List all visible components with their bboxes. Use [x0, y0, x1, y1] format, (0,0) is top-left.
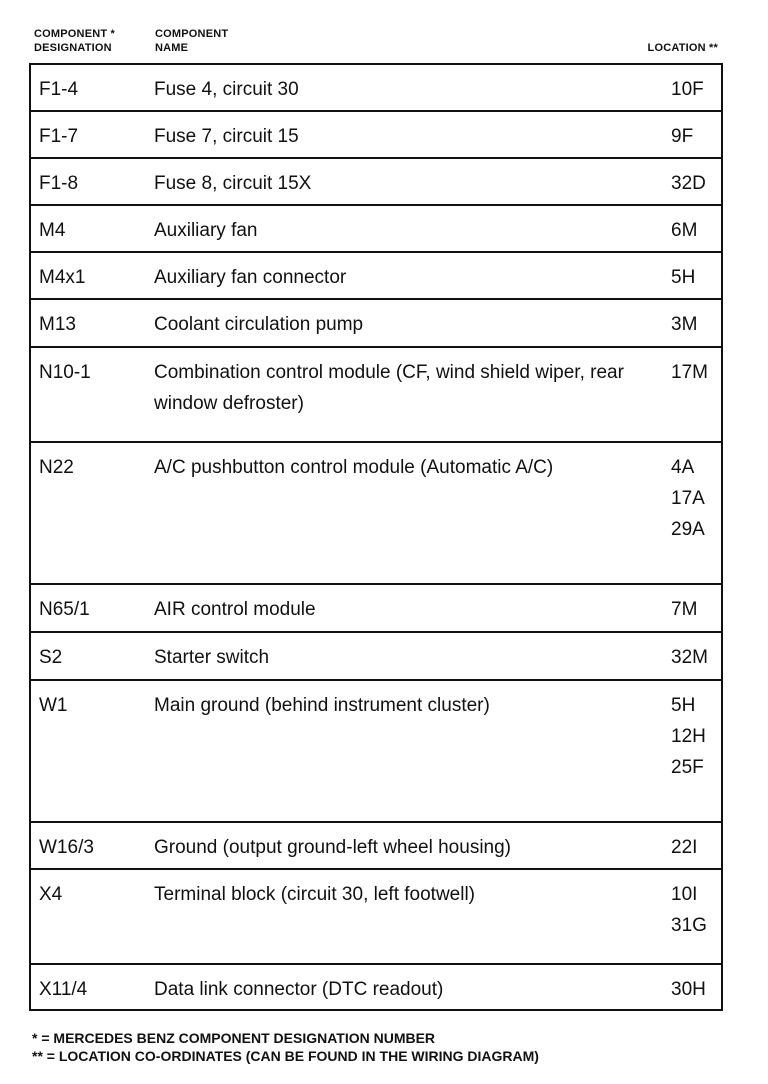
- table-row: [31, 631, 721, 679]
- location-value: 25F: [671, 757, 704, 778]
- component-designation: M13: [39, 314, 76, 335]
- location-value: 7M: [671, 599, 698, 620]
- table-row: [31, 110, 721, 157]
- table-row: [31, 251, 721, 298]
- component-designation: N10-1: [39, 362, 91, 383]
- table-row: [31, 157, 721, 204]
- component-designation: M4: [39, 220, 66, 241]
- location-value: 12H: [671, 726, 706, 747]
- component-designation: F1-8: [39, 173, 79, 194]
- location-value: 10I: [671, 884, 698, 905]
- component-name: Fuse 4, circuit 30: [154, 79, 299, 100]
- designation-header-line2: DESIGNATION: [34, 42, 112, 54]
- component-name: Main ground (behind instrument cluster): [154, 695, 490, 716]
- component-name: Auxiliary fan: [154, 220, 258, 241]
- location-value: 5H: [671, 267, 696, 288]
- component-location: [671, 690, 715, 783]
- table-row: [31, 679, 721, 821]
- component-location: [671, 879, 715, 941]
- location-value: 22I: [671, 837, 698, 858]
- component-location: [671, 357, 715, 388]
- designation-header-line1: COMPONENT *: [34, 28, 116, 40]
- component-name: Starter switch: [154, 647, 270, 668]
- location-value: 17M: [671, 362, 708, 383]
- footnote-designation: * = MERCEDES BENZ COMPONENT DESIGNATION NUMBER: [32, 1030, 436, 1046]
- table-row: [31, 963, 721, 1011]
- component-location: [671, 832, 715, 863]
- component-designation: S2: [39, 647, 63, 668]
- component-location: [671, 74, 715, 105]
- component-name: Fuse 8, circuit 15X: [154, 173, 312, 194]
- location-column-header: LOCATION **: [647, 42, 718, 54]
- component-designation: W1: [39, 695, 68, 716]
- name-header-line2: NAME: [155, 42, 189, 54]
- location-value: 29A: [671, 519, 705, 540]
- component-name: Auxiliary fan connector: [154, 267, 347, 288]
- location-value: 10F: [671, 79, 704, 100]
- component-designation: N22: [39, 457, 74, 478]
- component-designation: X11/4: [39, 979, 88, 1000]
- table-row: [31, 868, 721, 963]
- component-location: [671, 309, 715, 340]
- table-row: [31, 583, 721, 631]
- location-value: 3M: [671, 314, 698, 335]
- component-location: [671, 974, 715, 1005]
- location-value: 31G: [671, 915, 707, 936]
- location-value: 30H: [671, 979, 706, 1000]
- location-value: 32M: [671, 647, 708, 668]
- table-row: [31, 204, 721, 251]
- component-location: [671, 594, 715, 625]
- component-name: AIR control module: [154, 599, 316, 620]
- component-designation: N65/1: [39, 599, 90, 620]
- table-row: [31, 441, 721, 583]
- component-location: [671, 168, 715, 199]
- table-row: [31, 821, 721, 868]
- table-row: [31, 298, 721, 346]
- component-name: Fuse 7, circuit 15: [154, 126, 299, 147]
- component-location: [671, 121, 715, 152]
- table-row: [31, 63, 721, 110]
- location-value: 6M: [671, 220, 698, 241]
- designation-column-header: [34, 27, 115, 55]
- location-value: 32D: [671, 173, 706, 194]
- table-row: [31, 346, 721, 441]
- component-name: Terminal block (circuit 30, left footwell): [154, 884, 475, 905]
- name-column-header: [155, 27, 228, 55]
- component-location: [671, 215, 715, 246]
- name-header-line1: COMPONENT: [155, 28, 229, 40]
- footnotes: [32, 1029, 539, 1065]
- component-name: Coolant circulation pump: [154, 314, 364, 335]
- component-location: [671, 452, 715, 545]
- component-name: Combination control module (CF, wind shield wiper, rear window defroster): [154, 362, 624, 414]
- component-location: [671, 262, 715, 293]
- component-table: [29, 63, 723, 1011]
- component-name: Data link connector (DTC readout): [154, 979, 444, 1000]
- component-designation: M4x1: [39, 267, 86, 288]
- component-designation: X4: [39, 884, 63, 905]
- component-designation: F1-7: [39, 126, 79, 147]
- location-value: 4A: [671, 457, 695, 478]
- component-designation: W16/3: [39, 837, 94, 858]
- component-name: A/C pushbutton control module (Automatic A/C): [154, 457, 554, 478]
- location-value: 9F: [671, 126, 694, 147]
- component-location: [671, 642, 715, 673]
- footnote-location: ** = LOCATION CO-ORDINATES (CAN BE FOUND IN THE WIRING DIAGRAM): [32, 1048, 539, 1064]
- component-name: Ground (output ground-left wheel housing): [154, 837, 512, 858]
- component-designation: F1-4: [39, 79, 79, 100]
- location-value: 5H: [671, 695, 696, 716]
- location-value: 17A: [671, 488, 705, 509]
